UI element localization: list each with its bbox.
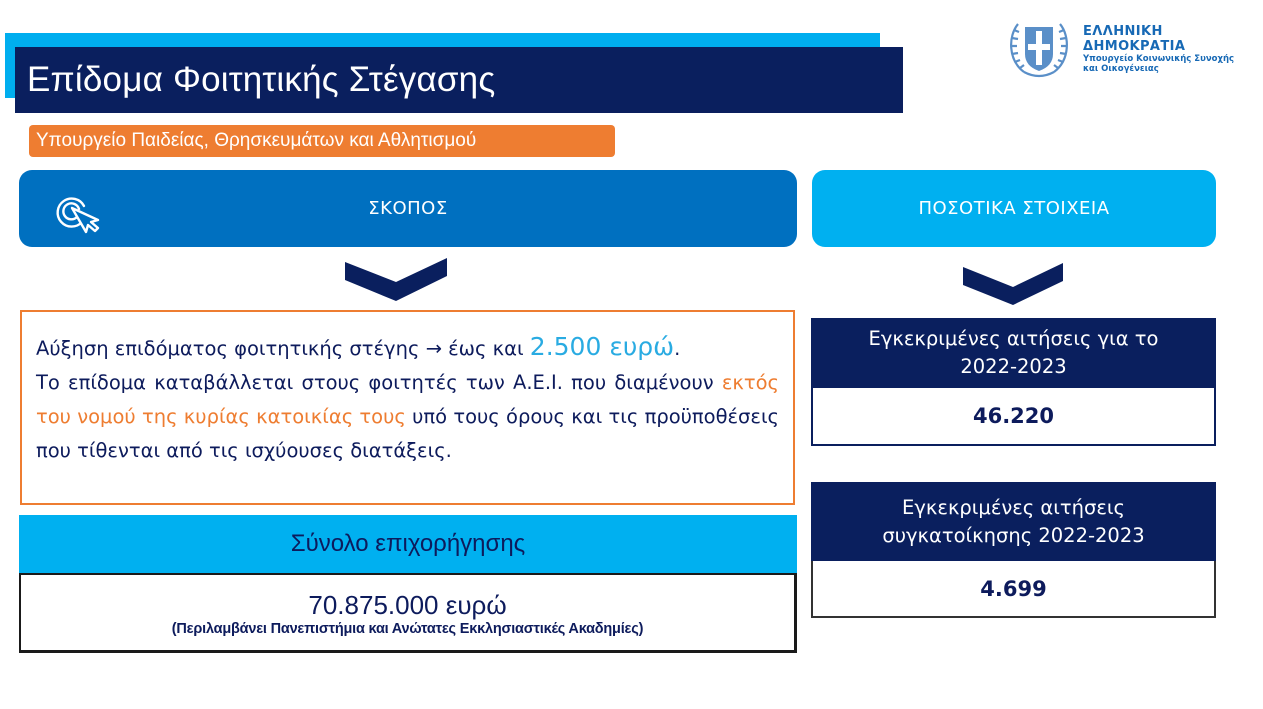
stat-cohabitation-applications-label: [811, 482, 1216, 561]
logo-text: [1083, 24, 1263, 74]
chevron-down-icon: [345, 258, 447, 301]
cursor-click-icon: [52, 192, 104, 236]
residence-condition: εκτός του νομού της κυρίας κατοικίας τους: [36, 371, 779, 428]
max-amount: 2.500 ευρώ: [529, 332, 675, 361]
greek-coat-of-arms-icon: [1004, 14, 1074, 82]
description-headline-text: Αύξηση επιδόματος φοιτητικής στέγης → έως και: [36, 337, 530, 360]
logo-title: ΕΛΛΗΝΙΚΗ ΔΗΜΟΚΡΑΤΙΑ: [1083, 24, 1186, 54]
stat-cohabitation-applications-value: 4.699: [811, 561, 1216, 618]
purpose-description: [20, 310, 795, 505]
total-grant-header: [19, 515, 797, 573]
description-headline-end: .: [674, 337, 681, 360]
stat-approved-applications-label: [811, 318, 1216, 388]
total-grant-title: Σύνολο επιχορήγησης: [290, 530, 526, 557]
stat-label-line: 2022-2023: [960, 355, 1067, 378]
stats-header-label: ΠΟΣΟΤΙΚΑ ΣΤΟΙΧΕΙΑ: [918, 198, 1110, 219]
chevron-down-icon: [963, 263, 1063, 305]
description-body-end: υπό τους όρους και τις προϋποθέσεις που τίθενται από τις ισχύουσες διατάξεις.: [36, 405, 779, 462]
total-grant-note: (Περιλαμβάνει Πανεπιστήμια και Ανώτατες Εκκλησιαστικές Ακαδημίες): [171, 621, 644, 637]
total-grant-amount: 70.875.000 ευρώ: [308, 590, 507, 620]
purpose-header: [19, 170, 797, 247]
ministry-tag: [29, 125, 615, 157]
total-grant-box: [19, 573, 797, 653]
ministry-tag-label: Υπουργείο Παιδείας, Θρησκευμάτων και Αθλητισμού: [36, 130, 477, 151]
page-title: Επίδομα Φοιτητικής Στέγασης: [27, 60, 496, 99]
logo-subtitle-1: Υπουργείο Κοινωνικής Συνοχής: [1083, 54, 1235, 64]
purpose-header-label: ΣΚΟΠΟΣ: [368, 198, 448, 219]
stat-label-line: Εγκεκριμένες αιτήσεις: [902, 495, 1125, 519]
stat-label-line: Εγκεκριμένες αιτήσεις για το: [868, 327, 1159, 350]
stat-approved-applications-value: 46.220: [811, 388, 1216, 446]
stat-label-line: συγκατοίκησης 2022-2023: [882, 523, 1145, 547]
title-bar: [15, 47, 903, 113]
description-body: [36, 366, 779, 468]
logo-subtitle-2: και Οικογένειας: [1083, 64, 1159, 74]
description-headline: [36, 330, 779, 366]
description-body-text: Το επίδομα καταβάλλεται στους φοιτητές των Α.Ε.Ι. που διαμένουν: [36, 371, 722, 394]
stats-header: [812, 170, 1216, 247]
